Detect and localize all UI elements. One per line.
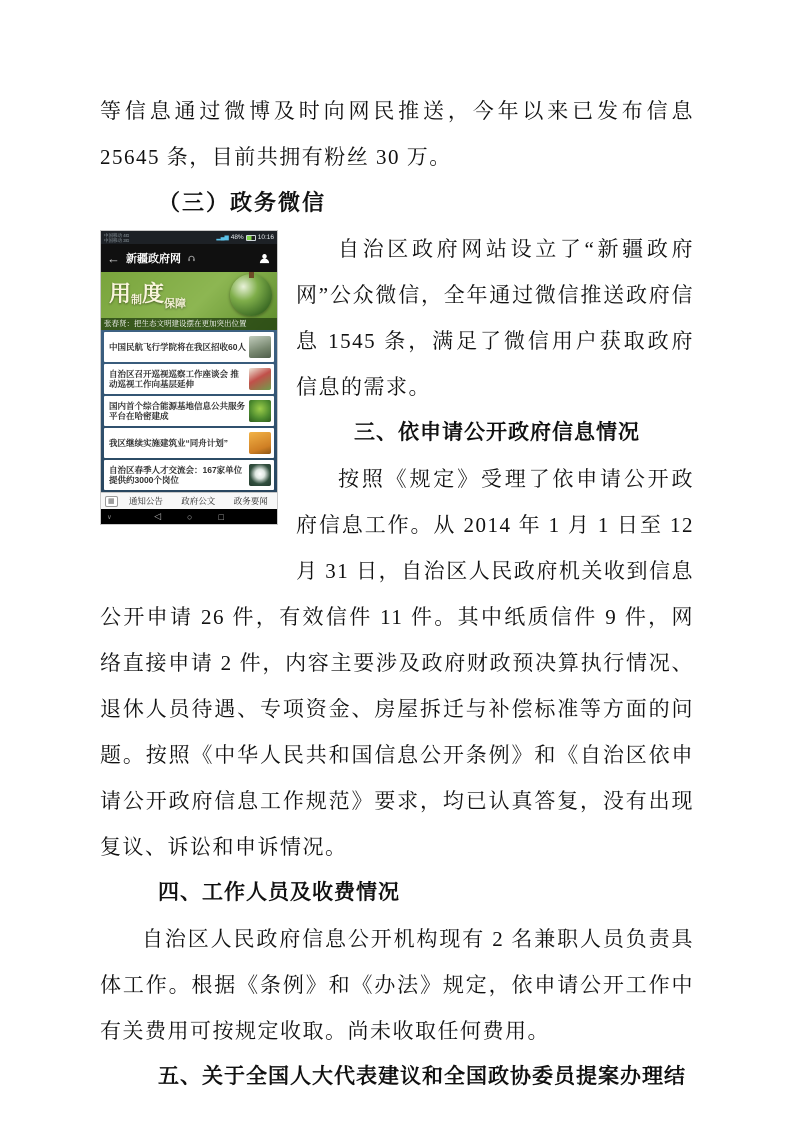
nav-home-icon: ○ bbox=[187, 511, 193, 522]
news-item-title: 我区继续实施建筑业“同舟计划” bbox=[109, 437, 229, 448]
signal-bars-icon: ▂▄▆ bbox=[216, 234, 229, 241]
globe-tree-trunk-graphic bbox=[249, 272, 254, 278]
news-item-title: 中国民航飞行学院将在我区招收60人 bbox=[109, 341, 246, 352]
news-item-title: 国内首个综合能源基地信息公共服务平台在哈密建成 bbox=[109, 400, 246, 421]
news-item bbox=[104, 332, 274, 362]
slogan-char-3: 度 bbox=[142, 281, 165, 306]
news-thumbnail-worker bbox=[249, 432, 271, 454]
heading-section-4: 四、工作人员及收费情况 bbox=[158, 881, 400, 904]
user-profile-icon bbox=[258, 252, 271, 265]
phone-screenshot-image bbox=[100, 230, 278, 525]
banner-image bbox=[101, 272, 277, 330]
carrier-labels bbox=[104, 233, 129, 243]
paragraph-wechat: 自治区政府网站设立了“新疆政府网”公众微信，全年通过微信推送政府信息 1545 条，满足了微信用户获取政府信息的需求。 bbox=[296, 237, 694, 399]
news-item bbox=[104, 396, 274, 426]
phone-status-bar bbox=[101, 231, 277, 244]
android-nav-bar bbox=[101, 509, 277, 524]
news-thumbnail-airplanes bbox=[249, 336, 271, 358]
news-item bbox=[104, 460, 274, 490]
paragraph-section-4: 自治区人民政府信息公开机构现有 2 名兼职人员负责具体工作。根据《条例》和《办法》规定，依申请公开工作中有关费用可按规定收取。尚未收取任何费用。 bbox=[100, 927, 694, 1043]
battery-icon bbox=[246, 235, 256, 241]
keyboard-icon: ▦ bbox=[105, 496, 118, 507]
heading-section-3: 三、依申请公开政府信息情况 bbox=[354, 421, 640, 444]
back-arrow-icon: ← bbox=[107, 250, 120, 266]
heading-section-5: 五、关于全国人大代表建议和全国政协委员提案办理结 bbox=[158, 1065, 686, 1088]
slogan-char-1: 用 bbox=[109, 281, 132, 306]
status-clock: 10:16 bbox=[257, 234, 274, 241]
news-thumbnail-cartoon bbox=[249, 368, 271, 390]
globe-sphere-graphic bbox=[230, 274, 272, 316]
news-thumbnail-logo bbox=[249, 464, 271, 486]
banner-headline: 张春贤：把生态文明建设摆在更加突出位置 bbox=[101, 318, 277, 331]
nav-recents-icon: □ bbox=[218, 511, 224, 522]
news-list bbox=[101, 330, 277, 492]
tab-gov-documents: 政府公文 bbox=[181, 496, 216, 506]
nav-collapse-icon: ∨ bbox=[107, 513, 112, 521]
slogan-char-2: 制 bbox=[131, 294, 143, 306]
carrier-line-1: 中国移动 4G bbox=[104, 232, 130, 238]
tab-notices: 通知公告 bbox=[128, 496, 163, 506]
battery-percent: 48% bbox=[230, 234, 244, 241]
headset-icon bbox=[187, 254, 196, 263]
news-item bbox=[104, 428, 274, 458]
phone-app-bar bbox=[101, 244, 277, 272]
news-item bbox=[104, 364, 274, 394]
news-thumbnail-green-globe bbox=[249, 400, 271, 422]
globe-graphic bbox=[230, 274, 272, 316]
app-title: 新疆政府网 bbox=[126, 253, 181, 265]
tab-gov-news: 政务要闻 bbox=[233, 496, 268, 506]
phone-tab-bar bbox=[101, 492, 277, 509]
nav-back-icon: ◁ bbox=[154, 511, 162, 521]
slogan-chars-4: 保障 bbox=[164, 298, 187, 310]
carrier-line-2: 中国移动 3G bbox=[104, 237, 130, 243]
heading-government-wechat: （三）政务微信 bbox=[158, 190, 327, 215]
news-item-title: 自治区春季人才交流会：167家单位提供约3000个岗位 bbox=[109, 464, 243, 485]
banner-slogan bbox=[109, 277, 186, 308]
news-item-title: 自治区召开巡视巡察工作座谈会 推动巡视工作向基层延伸 bbox=[109, 368, 239, 389]
paragraph-weibo-continuation: 等信息通过微博及时向网民推送，今年以来已发布信息 25645 条，目前共拥有粉丝 30 万。 bbox=[100, 99, 694, 169]
paragraph-section-3: 按照《规定》受理了依申请公开政府信息工作。从 2014 年 1 月 1 日至 12 月 31 日，自治区人民政府机关收到信息公开申请 26 件，有效信件 11 件。其中纸质信件 9 件，网络直接申请 2 件，内容主要涉及政府财政预决算执行情况、退休人员待遇、专项资金、房屋拆迁与补偿标准等方面的问题。按照《中华人民共和国信息公开条例》和《自治区依申请公开政府信息工作规范》要求，均已认真答复，没有出现复议、诉讼和申诉情况。 bbox=[100, 467, 694, 859]
status-icons bbox=[216, 234, 274, 241]
